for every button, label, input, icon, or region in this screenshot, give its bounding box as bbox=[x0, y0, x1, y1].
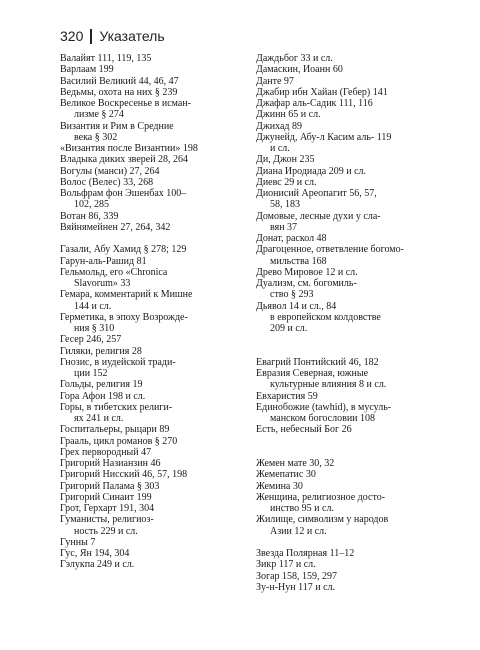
index-entry: Диевс 29 и сл. bbox=[256, 176, 317, 188]
index-entry: Дуализм, см. богомиль- bbox=[256, 278, 357, 289]
index-entry: Диана Иродиада 209 и сл. bbox=[256, 165, 367, 177]
index-entry: ях 241 и сл. bbox=[74, 413, 124, 424]
index-entry: Волос (Велес) 33, 268 bbox=[60, 176, 154, 188]
index-entry: Госпитальеры, рыцари 89 bbox=[60, 424, 170, 436]
index-entry: Гемара, комментарий к Мишне bbox=[60, 289, 193, 301]
index-entry: Есть, небесный Бог 26 bbox=[256, 424, 352, 436]
letter-group-gap bbox=[256, 334, 446, 345]
index-entry: Джабир ибн Хайан (Гебер) 141 bbox=[256, 86, 388, 98]
index-entry: Вогулы (манси) 27, 264 bbox=[60, 165, 160, 177]
index-entry: Газали, Абу Хамид § 278; 129 bbox=[60, 244, 187, 256]
index-entry: ции 152 bbox=[74, 368, 108, 379]
index-entry: Джунейд, Абу-л Касим аль- 119 bbox=[256, 131, 392, 143]
page-number: 320 bbox=[60, 28, 84, 44]
index-entry: Гольды, религия 19 bbox=[60, 379, 143, 391]
index-entry: Жилище, символизм у народов bbox=[256, 514, 389, 526]
index-entry: Евхаристия 59 bbox=[256, 390, 318, 402]
index-entry: Гэлукпа 249 и сл. bbox=[60, 559, 135, 571]
index-entry: Дионисий Ареопагит 56, 57, bbox=[256, 188, 377, 199]
index-entry: мильства 168 bbox=[270, 255, 327, 267]
index-entry: Великое Воскресенье в исман- bbox=[60, 98, 192, 109]
index-entry: Гарун-аль-Рашид 81 bbox=[60, 255, 147, 267]
index-entry: Грааль, цикл романов § 270 bbox=[60, 435, 178, 447]
index-entry: Slavorum» 33 bbox=[74, 278, 131, 289]
index-entry: Донат, раскол 48 bbox=[256, 233, 327, 244]
index-entry: Ди, Джон 235 bbox=[256, 154, 315, 166]
letter-group-gap bbox=[256, 346, 446, 357]
index-entry: Гиляки, религия 28 bbox=[60, 345, 142, 357]
index-entry: Василий Великий 44, 46, 47 bbox=[60, 75, 179, 87]
index-entry: культурные влияния 8 и сл. bbox=[270, 379, 387, 391]
index-entry: лизме § 274 bbox=[74, 109, 124, 121]
index-entry: Варлаам 199 bbox=[60, 64, 114, 76]
index-entry: Гнозис, в иудейской тради- bbox=[60, 356, 176, 368]
index-entry: Григорий Синаит 199 bbox=[60, 491, 152, 503]
running-title: Указатель bbox=[99, 28, 165, 44]
index-column-right bbox=[256, 53, 446, 593]
index-entry: Герметика, в эпоху Возрожде- bbox=[60, 311, 188, 323]
index-entry: Джихад 89 bbox=[256, 120, 302, 132]
index-entry: 58, 183 bbox=[270, 199, 300, 211]
index-entry: Древо Мировое 12 и сл. bbox=[256, 266, 358, 278]
index-entry: века § 302 bbox=[74, 131, 118, 143]
index-entry: Владыка диких зверей 28, 264 bbox=[60, 154, 189, 166]
index-entry: Гунны 7 bbox=[60, 536, 96, 548]
index-entry: Ведьмы, охота на них § 239 bbox=[60, 86, 178, 98]
index-entry: Гесер 246, 257 bbox=[60, 334, 122, 346]
index-entry: Жемепатис 30 bbox=[256, 469, 316, 481]
index-entry: Джафар аль-Садик 111, 116 bbox=[256, 98, 373, 109]
index-entry: вян 37 bbox=[270, 221, 298, 233]
index-entry: Джинн 65 и сл. bbox=[256, 109, 321, 121]
letter-group-gap bbox=[256, 447, 446, 458]
index-entry: Драгоценное, ответвление богомо- bbox=[256, 244, 404, 256]
index-entry: Жемина 30 bbox=[256, 480, 303, 492]
index-entry: Гуманисты, религиоз- bbox=[60, 514, 154, 526]
letter-group-gap bbox=[256, 537, 446, 548]
letter-group-gap bbox=[256, 436, 446, 447]
header-divider bbox=[90, 29, 92, 44]
index-entry: Горы, в тибетских религи- bbox=[60, 401, 173, 413]
index-entry: Домовые, лесные духи у сла- bbox=[256, 210, 381, 222]
letter-group-gap bbox=[60, 233, 250, 244]
index-entry: Гус, Ян 194, 304 bbox=[60, 548, 130, 559]
page-header bbox=[60, 28, 165, 44]
index-entry: Зу-н-Нун 117 и сл. bbox=[256, 581, 336, 593]
index-entry: Грот, Герхарт 191, 304 bbox=[60, 503, 155, 514]
index-entry: Азии 12 и сл. bbox=[270, 525, 327, 537]
index-entry: 102, 285 bbox=[74, 199, 109, 211]
index-entry: Валайят 111, 119, 135 bbox=[60, 53, 152, 64]
index-column-left bbox=[60, 53, 250, 571]
index-entry: Гора Афон 198 и сл. bbox=[60, 390, 146, 402]
index-entry: Григорий Нисский 46, 57, 198 bbox=[60, 469, 188, 481]
index-entry: ния § 310 bbox=[74, 323, 115, 334]
index-entry: Единобожие (tawhid), в мусуль- bbox=[256, 401, 392, 413]
index-entry: Вяйнямейнен 27, 264, 342 bbox=[60, 221, 171, 233]
index-entry: Григорий Палама § 303 bbox=[60, 480, 160, 492]
index-entry: Григорий Назианзин 46 bbox=[60, 458, 161, 469]
index-entry: Вольфрам фон Эшенбах 100– bbox=[60, 188, 187, 199]
index-entry: Женщина, религиозное досто- bbox=[256, 491, 386, 503]
index-entry: Евразия Северная, южные bbox=[256, 368, 369, 379]
index-entry: Данте 97 bbox=[256, 75, 294, 87]
index-entry: Звезда Полярная 11–12 bbox=[256, 548, 355, 559]
index-entry: инство 95 и сл. bbox=[270, 503, 334, 514]
index-entry: Евагрий Понтийский 46, 182 bbox=[256, 356, 379, 368]
index-entry: манском богословии 108 bbox=[270, 413, 376, 424]
index-entry: ность 229 и сл. bbox=[74, 525, 138, 537]
index-entry: Вотан 86, 339 bbox=[60, 210, 119, 222]
index-entry: Византия и Рим в Средние bbox=[60, 120, 174, 132]
index-entry: Жемен мате 30, 32 bbox=[256, 458, 335, 469]
index-entry: и сл. bbox=[270, 143, 290, 154]
index-entry: Дьявол 14 и сл., 84 bbox=[256, 300, 337, 312]
index-entry: в европейском колдовстве bbox=[270, 311, 381, 323]
index-entry: Зикр 117 и сл. bbox=[256, 559, 316, 571]
index-entry: «Византия после Византии» 198 bbox=[60, 143, 198, 154]
index-entry: 144 и сл. bbox=[74, 300, 112, 312]
index-entry: Зогар 158, 159, 297 bbox=[256, 570, 338, 582]
index-entry: Грех первородный 47 bbox=[60, 446, 152, 458]
index-entry: ство § 293 bbox=[270, 289, 314, 301]
index-entry: 209 и сл. bbox=[270, 323, 308, 334]
index-entry: Гельмольд, его «Chronica bbox=[60, 266, 168, 278]
index-entry: Даждьбог 33 и сл. bbox=[256, 53, 333, 64]
index-entry: Дамаскин, Иоанн 60 bbox=[256, 64, 343, 76]
